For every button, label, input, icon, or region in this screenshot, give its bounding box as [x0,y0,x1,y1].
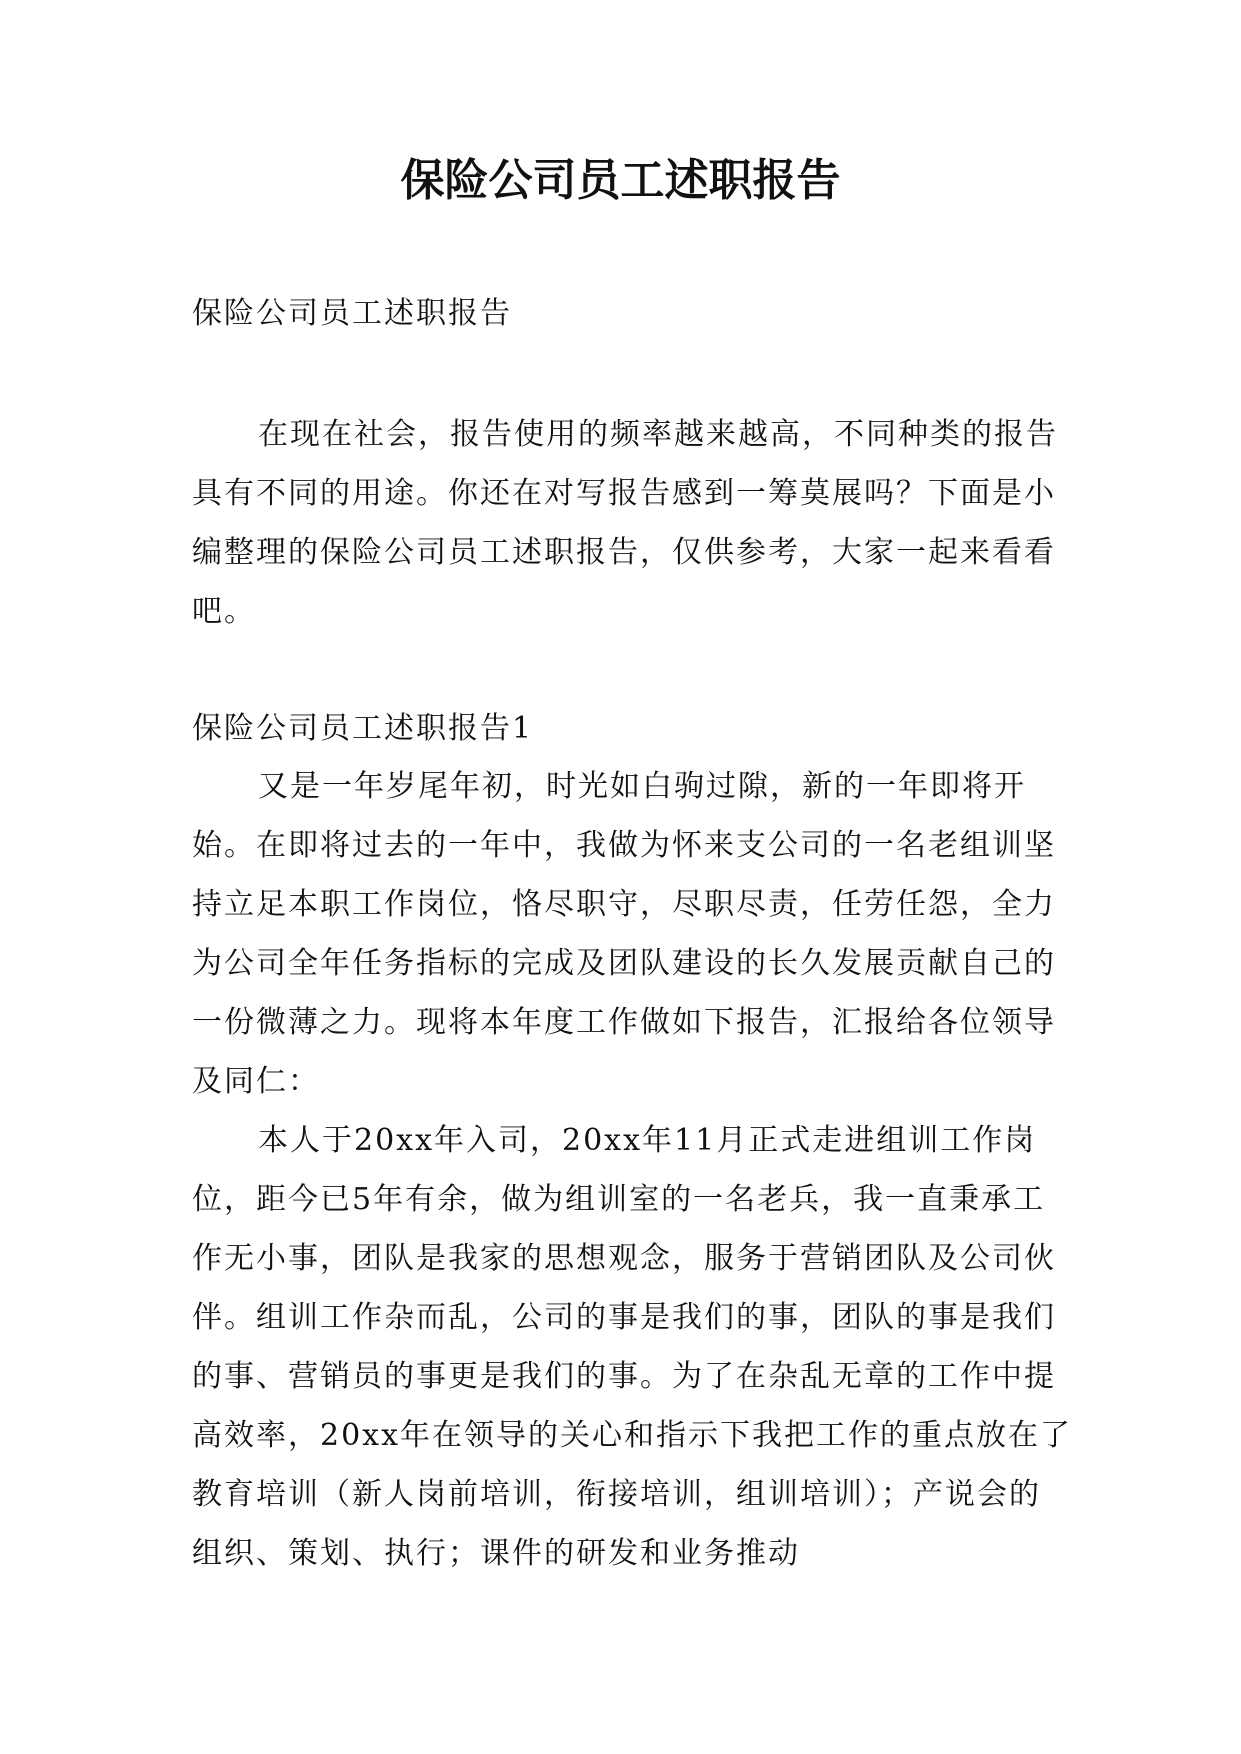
lead-line: 保险公司员工述职报告 [192,296,512,331]
body-paragraph-1: 又是一年岁尾年初，时光如白驹过隙，新的一年即将开始。在即将过去的一年中，我做为怀来支公司的一名老组训坚持立足本职工作岗位，恪尽职守，尽职尽责，任劳任怨，全力为公司全年任务指标的完成及团队建设的长久发展贡献自己的一份微薄之力。现将本年度工作做如下报告，汇报给各位领导及同仁： [192,769,1056,1099]
document-title: 保险公司员工述职报告 [400,155,841,206]
intro-paragraph: 在现在社会，报告使用的频率越来越高，不同种类的报告具有不同的用途。你还在对写报告感到一筹莫展吗？下面是小编整理的保险公司员工述职报告，仅供参考，大家一起来看看吧。 [192,417,1058,629]
section-heading: 保险公司员工述职报告1 [192,711,534,746]
body-paragraph-2: 本人于20xx年入司，20xx年11月正式走进组训工作岗位，距今已5年有余，做为组训室的一名老兵，我一直秉承工作无小事，团队是我家的思想观念，服务于营销团队及公司伙伴。组训工作杂而乱，公司的事是我们的事，团队的事是我们的事、营销员的事更是我们的事。为了在杂乱无章的工作中提高效率，20xx年在领导的关心和指示下我把工作的重点放在了教育培训（新人岗前培训，衔接培训，组训培训）；产说会的组织、策划、执行；课件的研发和业务推动 [192,1123,1073,1571]
